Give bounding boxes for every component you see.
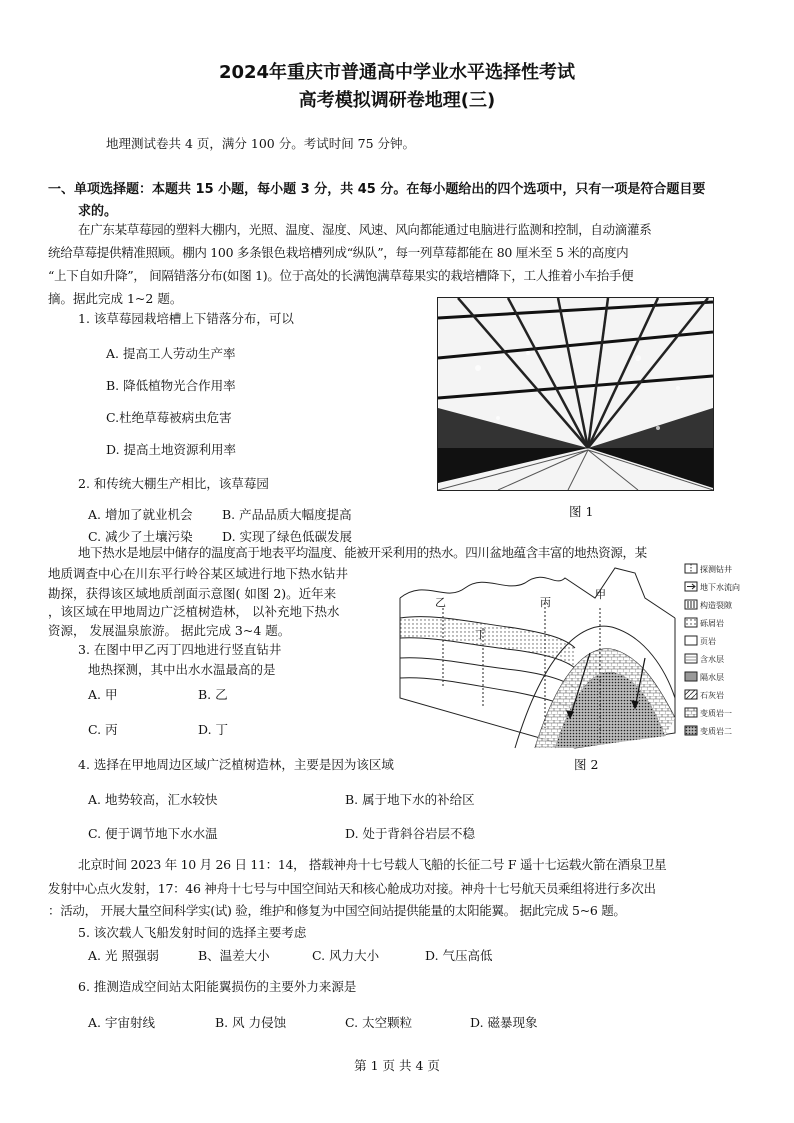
legend-fracture: 构造裂隙 (700, 601, 732, 610)
q2-option-c[interactable]: C. 减少了土壤污染 (88, 529, 193, 544)
q1-option-a[interactable]: A. 提高工人劳动生产率 (106, 346, 236, 361)
legend-shale: 页岩 (700, 637, 716, 646)
q3-option-a[interactable]: A. 甲 (88, 687, 118, 702)
q1-option-d[interactable]: D. 提高土地资源利用率 (106, 442, 237, 457)
q5-option-b[interactable]: B、温差大小 (198, 948, 270, 963)
q4-option-d[interactable]: D. 处于背斜谷岩层不稳 (345, 826, 476, 841)
exam-info: 地理测试卷共 4 页，满分 100 分。考试时间 75 分钟。 (106, 136, 416, 151)
page-number: 第 1 页 共 4 页 (354, 1058, 440, 1073)
q4-option-c[interactable]: C. 便于调节地下水水温 (88, 826, 218, 841)
aquifer-layer-left (400, 617, 575, 668)
figure-2-caption: 图 2 (574, 757, 599, 772)
passage2-line3: 勘探，获得该区域地质剖面示意图( 如图 2)。近年来 (48, 586, 337, 601)
question-2-stem: 2. 和传统大棚生产相比，该草莓园 (78, 476, 269, 491)
legend-aquifer: 含水层 (700, 655, 724, 664)
q1-option-c[interactable]: C.杜绝草莓被病虫危害 (106, 410, 232, 425)
q2-option-a[interactable]: A. 增加了就业机会 (88, 507, 193, 522)
q3-option-b[interactable]: B. 乙 (198, 687, 228, 702)
exam-title: 2024年重庆市普通高中学业水平选择性考试 (218, 62, 576, 83)
q4-option-b[interactable]: B. 属于地下水的补给区 (345, 792, 475, 807)
place-label-bing: 丙 (540, 596, 551, 609)
question-6-stem: 6. 推测造成空间站太阳能翼损伤的主要外力来源是 (78, 979, 357, 994)
legend-aquiclude: 隔水层 (700, 673, 724, 682)
figure-1-greenhouse-photo (437, 297, 714, 491)
figure-2-geology-cross-section (395, 558, 755, 753)
q5-option-c[interactable]: C. 风力大小 (312, 948, 380, 963)
passage3-line3: ：活动， 开展大量空间科学实(试) 验，维护和修复为中国空间站提供能量的太阳能翼。 据此完成 5~6 题。 (48, 903, 626, 918)
legend-metamorphic-2: 变质岩二 (700, 727, 732, 736)
passage1-line2: 统给草莓提供精准照顾。棚内 100 多条银色栽培槽列成“纵队”，每一列草莓都能在 80 厘米至 5 米的高度内 (48, 245, 629, 260)
place-label-yi: 乙 (435, 596, 446, 609)
figure-1-caption: 图 1 (569, 504, 594, 519)
q6-option-a[interactable]: A. 宇宙射线 (88, 1015, 155, 1030)
q6-option-b[interactable]: B. 风 力侵蚀 (215, 1015, 287, 1030)
passage2-line2: 地质调查中心在川东平行岭谷某区域进行地下热水钻井 (48, 566, 349, 581)
q1-option-b[interactable]: B. 降低植物光合作用率 (106, 378, 236, 393)
exam-subtitle: 高考模拟调研卷地理(三) (298, 90, 496, 111)
place-label-jia: 甲 (595, 588, 606, 601)
q5-option-d[interactable]: D. 气压高低 (425, 948, 493, 963)
question-3-stem-line2: 地热探测，其中出水水温最高的是 (88, 662, 276, 677)
passage3-line2: 发射中心点火发射，17：46 神舟十七号与中国空间站天和核心舱成功对接。神舟十七号航天员乘组将进行多次出 (48, 881, 656, 896)
greenhouse-illustration (438, 298, 713, 490)
q3-option-d[interactable]: D. 丁 (198, 722, 229, 737)
legend-drill-well: 探测钻井 (700, 565, 732, 574)
passage3-line1: 北京时间 2023 年 10 月 26 日 11：14， 搭载神舟十七号载人飞船的长征二号 F 遥十七运载火箭在酒泉卫星 (78, 857, 667, 872)
passage1-line1: 在广东某草莓园的塑料大棚内，光照、温度、湿度、风速、风向都能通过电脑进行监测和控制，自动滴灌系 (78, 222, 652, 237)
legend-limestone: 石灰岩 (700, 691, 724, 700)
question-3-stem-line1: 3. 在图中甲乙丙丁四地进行竖直钻井 (78, 642, 282, 657)
figure-2-legend (685, 564, 740, 736)
passage1-line3: “上下自如升降”， 间隔错落分布(如图 1)。位于高处的长满饱满草莓果实的栽培槽降下，工人推着小车抬手便 (48, 268, 634, 283)
q6-option-c[interactable]: C. 太空颗粒 (345, 1015, 413, 1030)
q3-option-c[interactable]: C. 丙 (88, 722, 118, 737)
passage2-line4: ，该区域在甲地周边广泛植树造林， 以补充地下热水 (48, 604, 340, 619)
section-heading-cont: 求的。 (78, 204, 118, 219)
q5-option-a[interactable]: A. 光 照强弱 (88, 948, 159, 963)
q2-option-d[interactable]: D. 实现了绿色低碳发展 (222, 529, 353, 544)
question-1-stem: 1. 该草莓园栽培槽上下错落分布，可以 (78, 311, 294, 326)
legend-groundwater-flow: 地下水流向 (700, 583, 740, 592)
passage2-line5: 资源， 发展温泉旅游。 据此完成 3~4 题。 (48, 623, 291, 638)
question-5-stem: 5. 该次载人飞船发射时间的选择主要考虑 (78, 925, 307, 940)
q4-option-a[interactable]: A. 地势较高，汇水较快 (88, 792, 218, 807)
section-heading: 一、单项选择题：本题共 15 小题，每小题 3 分，共 45 分。在每小题给出的四个选项中，只有一项是符合题目要 (48, 182, 706, 197)
q6-option-d[interactable]: D. 磁暴现象 (470, 1015, 538, 1030)
question-4-stem: 4. 选择在甲地周边区域广泛植树造林，主要是因为该区域 (78, 757, 394, 772)
q2-option-b[interactable]: B. 产品品质大幅度提高 (222, 507, 352, 522)
passage1-line4: 摘。据此完成 1~2 题。 (48, 291, 183, 306)
legend-clastic-rock: 砾屑岩 (700, 619, 724, 628)
legend-metamorphic-1: 变质岩一 (700, 709, 732, 718)
passage2-line1: 地下热水是地层中储存的温度高于地表平均温度、能被开采利用的热水。四川盆地蕴含丰富的地热资源，某 (78, 545, 647, 560)
place-label-ding: 丁 (475, 628, 486, 641)
